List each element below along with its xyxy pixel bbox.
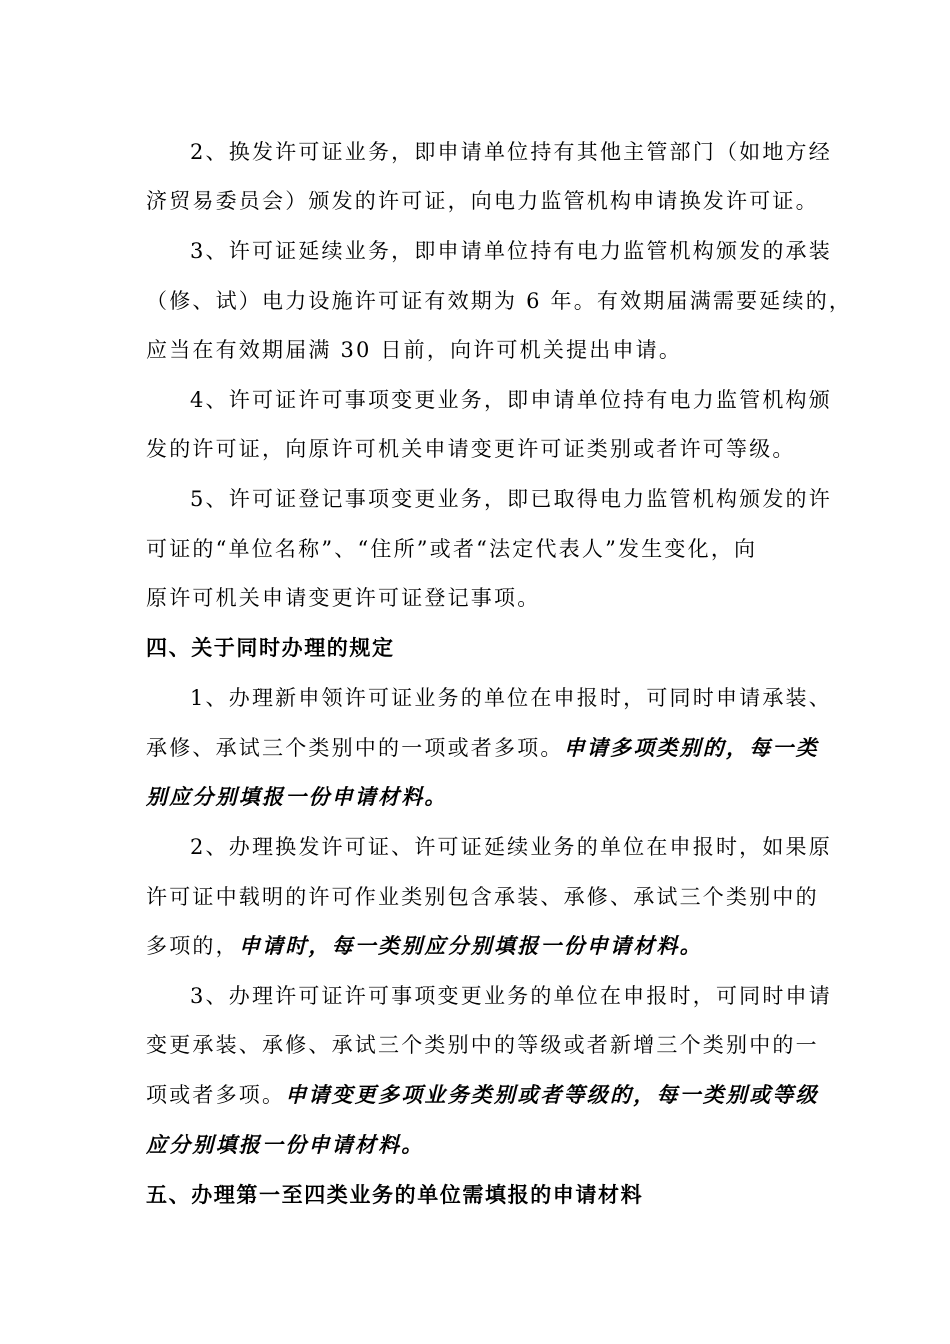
paragraph-4-line-2: 发的许可证，向原许可机关申请变更许可证类别或者许可等级。 [146,437,796,461]
paragraph-5-line-2: 可证的“单位名称”、“住所”或者“法定代表人”发生变化，向 [146,537,758,561]
section-4-heading: 四、关于同时办理的规定 [146,635,395,660]
section-4-item-1-line-3: 别应分别填报一份申请材料。 [146,784,448,809]
paragraph-3-line-3: 应当在有效期届满 30 日前，向许可机关提出申请。 [146,338,683,362]
section-4-item-2-line-3 [146,932,703,960]
section-4-item-3-line-1: 3、办理许可证许可事项变更业务的单位在申报时，可同时申请 [190,984,832,1008]
plain-text: 承修、承试三个类别中的一项或者多项。 [146,736,564,760]
emphasized-text: 申请变更多项业务类别或者等级的，每一类别或等级 [285,1082,819,1107]
emphasized-text: 申请时，每一类别应分别填报一份申请材料。 [238,933,703,958]
section-4-item-1-line-2 [146,734,819,762]
paragraph-4-line-1: 4、许可证许可事项变更业务，即申请单位持有电力监管机构颁 [190,388,832,412]
paragraph-2-line-2: 济贸易委员会）颁发的许可证，向电力监管机构申请换发许可证。 [146,189,819,213]
plain-text: 多项的， [146,934,239,958]
section-4-item-3-line-2: 变更承装、承修、承试三个类别中的等级或者新增三个类别中的一 [146,1033,819,1057]
paragraph-3-line-1: 3、许可证延续业务，即申请单位持有电力监管机构颁发的承装 [190,239,832,263]
section-4-item-3-line-4: 应分别填报一份申请材料。 [146,1132,425,1157]
paragraph-2-line-1: 2、换发许可证业务，即申请单位持有其他主管部门（如地方经 [190,140,832,164]
paragraph-5-line-3: 原许可机关申请变更许可证登记事项。 [146,586,541,610]
section-4-item-1-line-1: 1、办理新申领许可证业务的单位在申报时，可同时申请承装、 [190,686,832,710]
plain-text: 项或者多项。 [146,1083,286,1107]
section-5-heading: 五、办理第一至四类业务的单位需填报的申请材料 [146,1182,644,1207]
section-4-item-2-line-1: 2、办理换发许可证、许可证延续业务的单位在申报时，如果原 [190,835,832,859]
paragraph-3-line-2: （修、试）电力设施许可证有效期为 6 年。有效期届满需要延续的， [146,289,853,313]
emphasized-text: 申请多项类别的，每一类 [563,735,819,760]
paragraph-5-line-1: 5、许可证登记事项变更业务，即已取得电力监管机构颁发的许 [190,487,832,511]
section-4-item-3-line-3 [146,1081,819,1109]
section-4-item-2-line-2: 许可证中载明的许可作业类别包含承装、承修、承试三个类别中的 [146,885,819,909]
